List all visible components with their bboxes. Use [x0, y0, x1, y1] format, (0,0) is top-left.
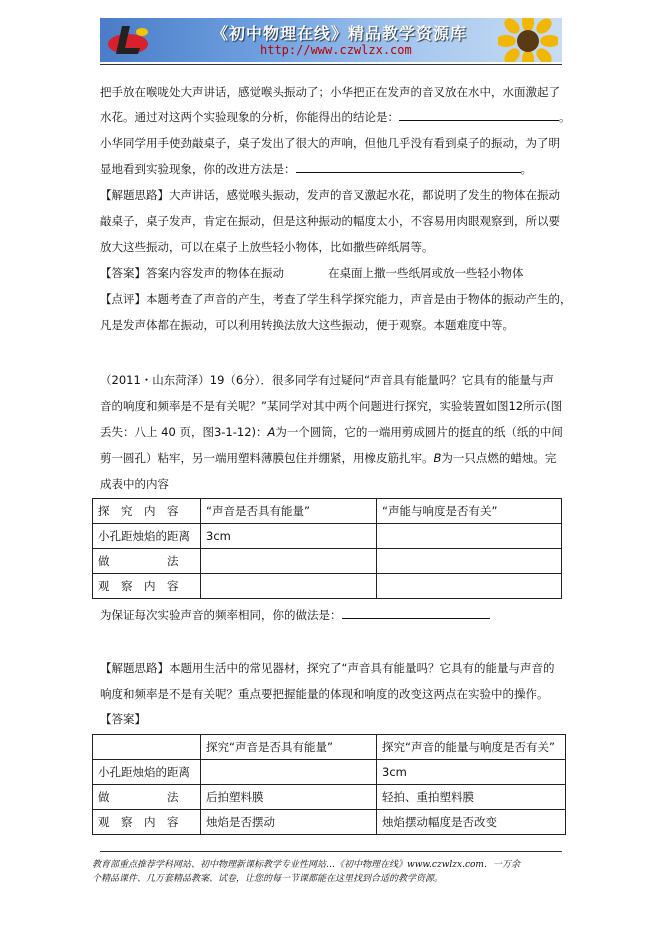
table-row	[93, 760, 566, 785]
text-line: 放大这些振动，可以在桌子上放些轻小物体，比如撒些碎纸屑等。	[100, 240, 434, 254]
text-line: 【点评】本题考查了声音的产生，考查了学生科学探究能力，声音是由于物体的振动产生的，	[100, 292, 572, 306]
table-cell	[93, 735, 201, 760]
table-cell: “声能与响度是否有关”	[377, 499, 562, 524]
text-line: 把手放在喉咙处大声讲话，感觉喉头振动了；小华把正在发声的音叉放在水中，水面激起了	[100, 85, 560, 99]
header-rule	[100, 64, 562, 65]
sunflower-icon	[498, 18, 558, 62]
table-cell	[377, 549, 562, 574]
table-cell: 观 察 内 容	[93, 574, 201, 599]
table-cell: 烛焰是否摆动	[201, 810, 377, 835]
table-header-row	[93, 735, 566, 760]
text-line: 水花。通过对这两个实验现象的分析，你能得出的结论是： 。	[100, 110, 571, 124]
table-cell: 轻拍、重拍塑料膜	[377, 785, 566, 810]
question-line: 成表中的内容	[100, 477, 169, 491]
footer	[92, 858, 572, 886]
text-line: 【答案】答案内容发声的物体在振动 在桌面上撒一些纸屑或放一些轻小物体	[100, 266, 524, 280]
solution-line: 响度和频率是不是有关呢？重点要把握能量的体现和响度的改变这两点在实验中的操作。	[100, 687, 549, 701]
table-cell: 探究“声音的能量与响度是否有关”	[377, 735, 566, 760]
answer-table	[92, 734, 566, 835]
table-cell: 3cm	[377, 760, 566, 785]
question-table	[92, 498, 562, 599]
solution-line: 【解题思路】本题用生活中的常见器材，探究了“声音具有能量吗？它具有的能量与声音的	[100, 661, 555, 675]
banner-url[interactable]: http://www.czwlzx.com	[260, 43, 412, 57]
table-row	[93, 785, 566, 810]
table-cell	[201, 574, 377, 599]
table-cell	[201, 760, 377, 785]
text-line: 敲桌子，桌子发声，肯定在振动，但是这种振动的幅度太小，不容易用肉眼观察到，所以要	[100, 214, 560, 228]
table-row	[93, 549, 562, 574]
table-cell: 3cm	[201, 524, 377, 549]
text-line: 凡是发声体都在振动，可以利用转换法放大这些振动，便于观察。本题难度中等。	[100, 318, 514, 332]
footer-line: 个精品课件、几万套精品教案、试卷，让您的每一节课都能在这里找到合适的教学资源。	[92, 874, 444, 884]
question-line: 剪一圆孔）粘牢，另一端用塑料薄膜包住并绷紧，用橡皮筋扎牢。B为一只点燃的蜡烛。完	[100, 451, 557, 465]
table-row	[93, 524, 562, 549]
table-cell: “声音是否具有能量”	[201, 499, 377, 524]
table-row	[93, 574, 562, 599]
question-line: 音的响度和频率是不是有关呢？”某同学对其中两个问题进行探究，实验装置如图12所示(图	[100, 399, 563, 413]
question-line: 为保证每次实验声音的频率相同，你的做法是：	[100, 603, 570, 628]
banner-title: 《初中物理在线》精品教学资源库	[212, 24, 468, 43]
header-banner	[100, 18, 562, 62]
question-line: 丢失：八上 40 页，图3-1-12)：A为一个圆筒，它的一端用剪成圆片的挺直的纸（纸的中间	[100, 425, 563, 439]
table-cell: 做 法	[93, 549, 201, 574]
table-row	[93, 810, 566, 835]
table-cell	[377, 524, 562, 549]
table-cell: 小孔距烛焰的距离	[93, 524, 201, 549]
answer-blank	[296, 160, 521, 173]
logo-icon	[106, 22, 154, 58]
footer-line: 教育部重点推荐学科网站、初中物理新课标教学专业性网站…《初中物理在线》www.czwlzx.com．一万余	[92, 860, 520, 870]
table-cell	[377, 574, 562, 599]
table-cell: 做 法	[93, 785, 201, 810]
table-header-row	[93, 499, 562, 524]
table-cell: 探 究 内 容	[93, 499, 201, 524]
table-cell: 烛焰摆动幅度是否改变	[377, 810, 566, 835]
text-line: 小华同学用手使劲敲桌子，桌子发出了很大的声响，但他几乎没有看到桌子的振动，为了明	[100, 136, 560, 150]
table-cell: 小孔距烛焰的距离	[93, 760, 201, 785]
answer-blank	[399, 108, 559, 121]
table-cell: 后拍塑料膜	[201, 785, 377, 810]
table-cell	[201, 549, 377, 574]
footer-rule	[100, 851, 562, 852]
answer-heading: 【答案】	[100, 712, 146, 726]
text-line: 显地看到实验现象，你的改进方法是： 。	[100, 162, 532, 176]
text-line: 【解题思路】大声讲话，感觉喉头振动，发声的音叉激起水花，都说明了发生的物体在振动	[100, 188, 560, 202]
table-cell: 探究“声音是否具有能量”	[201, 735, 377, 760]
question-line: （2011・山东菏泽）19（6分）．很多同学有过疑问“声音具有能量吗？它具有的能量与声	[100, 373, 554, 387]
table-cell: 观 察 内 容	[93, 810, 201, 835]
answer-blank	[342, 606, 490, 619]
